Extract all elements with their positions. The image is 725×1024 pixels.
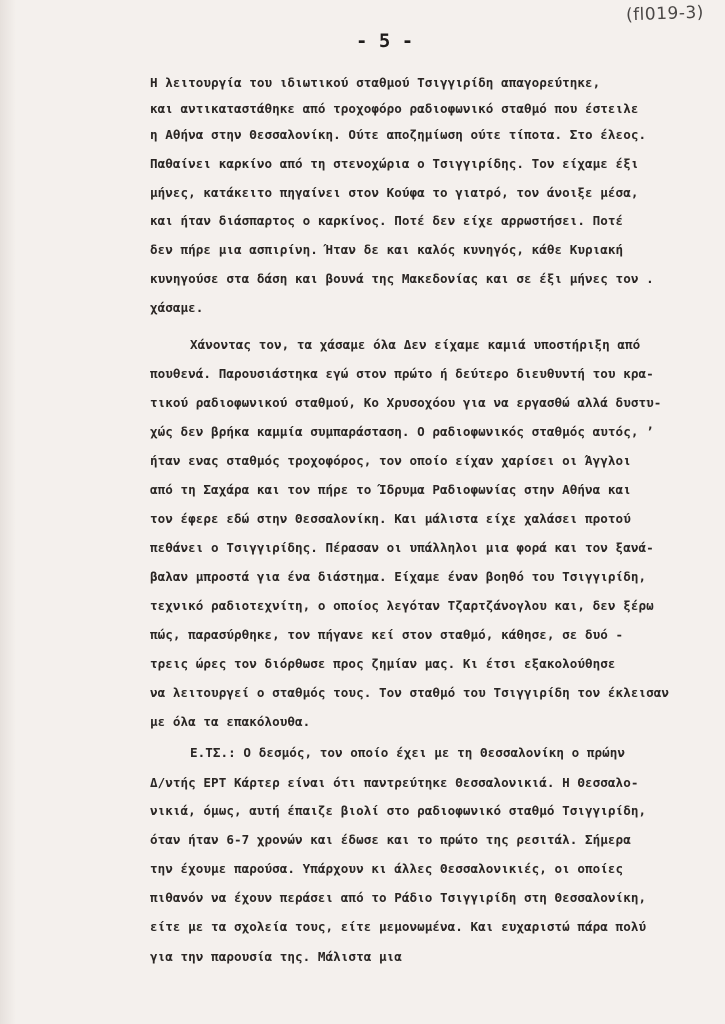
- text-line: όταν ήταν 6-7 χρονών και έδωσε και το πρώτο της ρεσιτάλ. Σήμερα: [150, 832, 631, 847]
- text-line: η Αθήνα στην Θεσσαλονίκη. Ούτε αποζημίωση ούτε τίποτα. Στο έλεος.: [150, 127, 647, 142]
- text-line: Η λειτουργία του ιδιωτικού σταθμού Τσιγγιρίδη απαγορεύτηκε,: [150, 75, 601, 90]
- text-line: χώς δεν βρήκα καμμία συμπαράσταση. Ο ραδιοφωνικός σταθμός αυτός, ʼ: [150, 424, 654, 439]
- text-line: πουθενά. Παρουσιάστηκα εγώ στον πρώτο ή δεύτερο διευθυντή του κρα-: [150, 366, 654, 381]
- text-line: Παθαίνει καρκίνο από τη στενοχώρια ο Τσιγγιρίδης. Τον είχαμε έξι: [150, 156, 639, 171]
- text-line: βαλαν μπροστά για ένα διάστημα. Είχαμε έναν βοηθό του Τσιγγιρίδη,: [150, 569, 647, 584]
- text-line: από τη Σαχάρα και τον πήρε το Ίδρυμα Ραδιοφωνίας στην Αθήνα και: [150, 482, 631, 497]
- text-line: πεθάνει ο Τσιγγιρίδης. Πέρασαν οι υπάλληλοι μια φορά και τον ξανά-: [150, 540, 654, 555]
- text-line: χάσαμε.: [150, 300, 204, 315]
- text-line: μήνες, κατάκειτο πηγαίνει στον Κούφα το γιατρό, τον άνοιξε μέσα,: [150, 185, 639, 200]
- text-line: για την παρουσία της. Μάλιστα μια: [150, 949, 402, 964]
- text-line: τρεις ώρες τον διόρθωσε προς ζημίαν μας. Κι έτσι εξακολούθησε: [150, 656, 616, 671]
- archive-reference-handwritten: (fl019-3): [625, 2, 705, 26]
- text-line: τικού ραδιοφωνικού σταθμού, Κο Χρυσοχόου για να εργασθώ αλλά δυστυ-: [150, 395, 662, 410]
- text-line: πώς, παρασύρθηκε, τον πήγανε κεί στον σταθμό, κάθησε, σε δυό -: [150, 627, 624, 642]
- text-line: να λειτουργεί ο σταθμός τους. Τον σταθμό του Τσιγγιρίδη τον έκλεισαν: [150, 685, 669, 700]
- text-line: τον έφερε εδώ στην Θεσσαλονίκη. Και μάλιστα είχε χαλάσει προτού: [150, 511, 631, 526]
- text-line: Ε.ΤΣ.: Ο δεσμός, τον οποίο έχει με τη Θεσσαλονίκη ο πρώην: [190, 745, 626, 760]
- text-line: είτε με τα σχολεία τους, είτε μεμονωμένα. Και ευχαριστώ πάρα πολύ: [150, 919, 647, 934]
- text-line: και ήταν διάσπαρτος ο καρκίνος. Ποτέ δεν είχε αρρωστήσει. Ποτέ: [150, 213, 624, 228]
- text-line: νικιά, όμως, αυτή έπαιζε βιολί στο ραδιοφωνικό σταθμό Τσιγγιρίδη,: [150, 803, 647, 818]
- text-line: με όλα τα επακόλουθα.: [150, 714, 311, 729]
- text-line: Δ/ντής ΕΡΤ Κάρτερ είναι ότι παντρεύτηκε Θεσσαλονικιά. Η Θεσσαλο-: [150, 775, 639, 790]
- text-line: ήταν ενας σταθμός τροχοφόρος, τον οποίο είχαν χαρίσει οι Άγγλοι: [150, 453, 631, 468]
- text-line: Χάνοντας τον, τα χάσαμε όλα Δεν είχαμε καμιά υποστήριξη από: [190, 337, 641, 352]
- page-number: - 5 -: [356, 30, 414, 52]
- text-line: τεχνικό ραδιοτεχνίτη, ο οποίος λεγόταν Τζαρτζάνογλου και, δεν ξέρω: [150, 598, 654, 613]
- text-line: κυνηγούσε στα δάση και βουνά της Μακεδονίας και σε έξι μήνες τον .: [150, 271, 654, 286]
- text-line: δεν πήρε μια ασπιρίνη. Ήταν δε και καλός κυνηγός, κάθε Κυριακή: [150, 242, 624, 257]
- text-line: την έχουμε παρούσα. Υπάρχουν κι άλλες Θεσσαλονικιές, οι οποίες: [150, 861, 624, 876]
- text-line: και αντικαταστάθηκε από τροχοφόρο ραδιοφωνικό σταθμό που έστειλε: [150, 101, 639, 116]
- text-line: πιθανόν να έχουν περάσει από το Ράδιο Τσιγγιρίδη στη Θεσσαλονίκη,: [150, 890, 647, 905]
